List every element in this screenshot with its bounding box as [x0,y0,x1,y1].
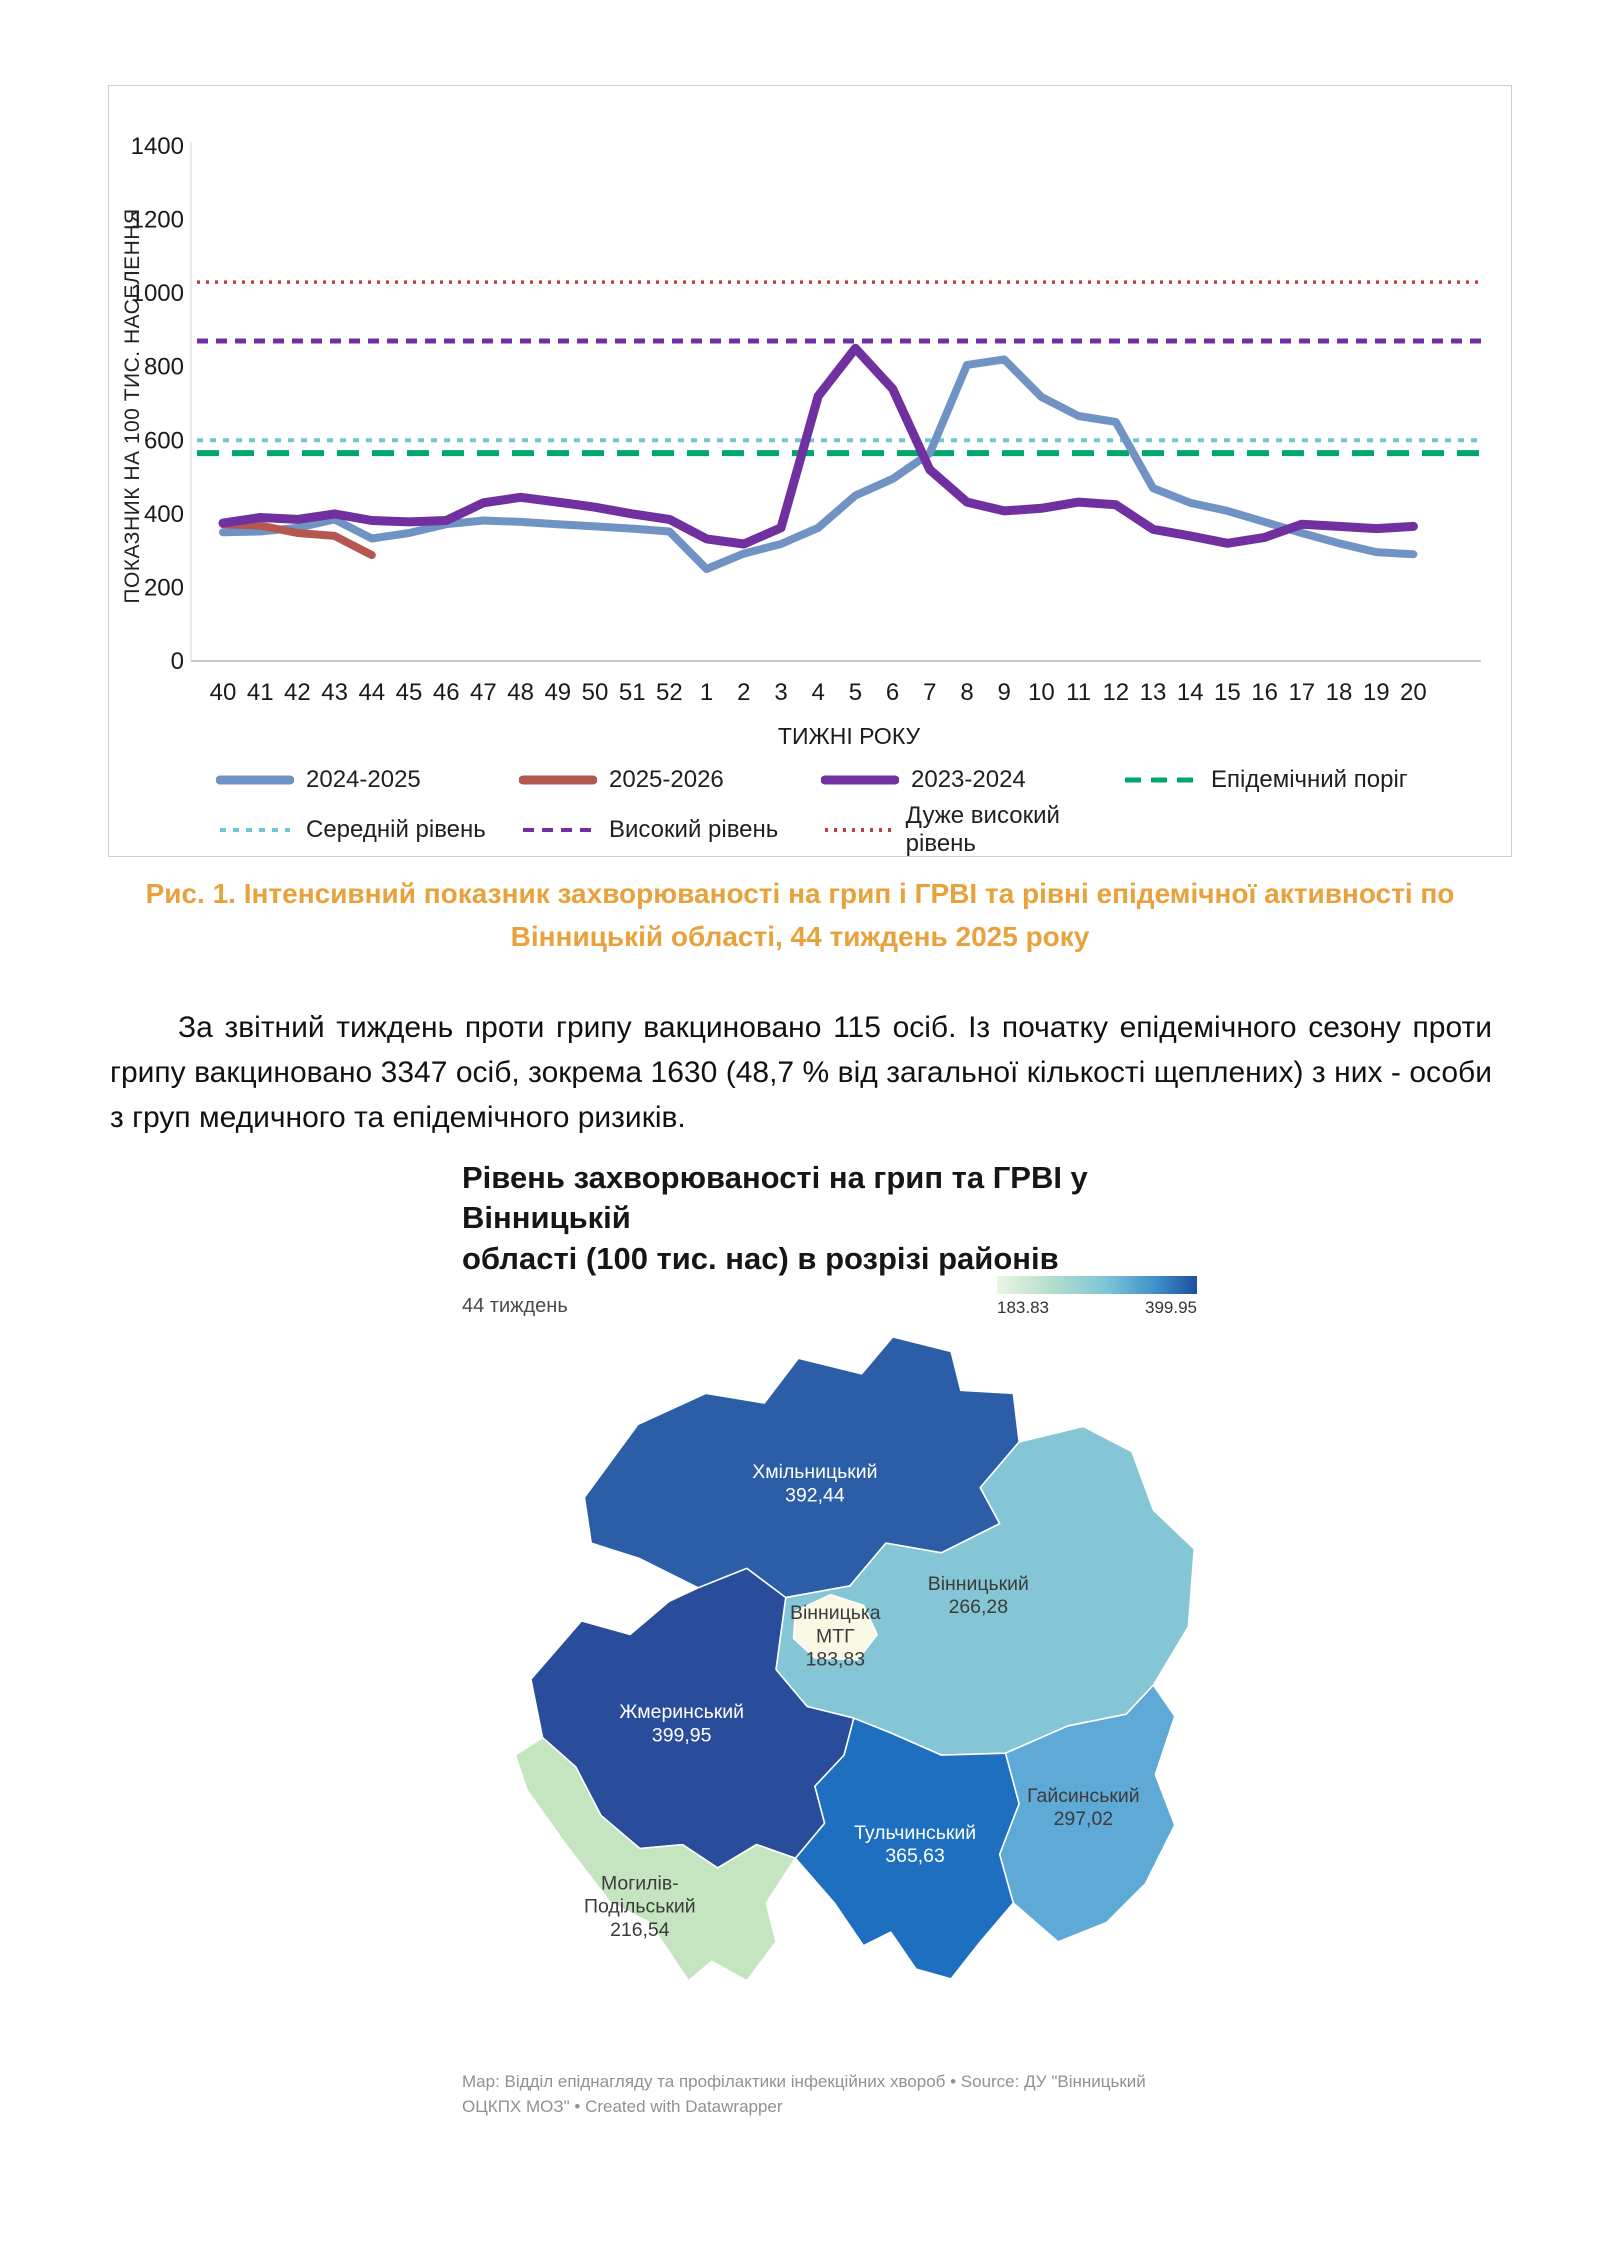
x-tick-label: 45 [395,679,423,706]
y-tick-label: 1400 [130,133,184,160]
flu-incidence-chart-panel [108,85,1512,857]
x-tick-label: 52 [656,679,683,706]
vaccination-paragraph: За звітний тиждень проти грипу вакциновано 115 осіб. Із початку епідемічного сезону проти грипу вакциновано 3347 осіб, зокрема 1630 (48,7 % від загальної кількості щеплених) з них - особи з груп медичного та епідемічного ризиків. [110,1011,1492,1134]
x-tick-label: 42 [284,679,311,706]
x-tick-label: 20 [1400,679,1427,706]
y-axis-title: ПОКАЗНИК НА 100 ТИС. НАСЕЛЕННЯ [121,208,144,604]
x-tick-label: 14 [1176,679,1204,706]
map-card [462,1158,1262,2118]
legend-row-2 [216,802,1511,857]
x-tick-label: 5 [848,679,863,706]
map-label-mohyliv: Подільський [584,1895,696,1918]
x-tick-label: 51 [618,679,646,706]
legend-label: 2025-2026 [609,766,724,793]
map-label-mohyliv: 216,54 [610,1919,670,1942]
x-tick-label: 48 [507,679,534,706]
x-tick-label: 18 [1325,679,1353,706]
legend-item-- [1121,766,1511,794]
legend-item-- [519,816,821,844]
map-footer: Map: Відділ епіднагляду та профілактики інфекційних хвороб • Source: ДУ "Вінницький ОЦКПХ МОЗ" • Created with Datawrapper [462,2072,1146,2116]
map-label-khmilnytskyi: Хмільницький [752,1460,878,1483]
x-tick-label: 50 [581,679,609,706]
x-tick-label: 9 [997,679,1011,706]
x-tick-label: 15 [1214,679,1241,706]
legend-swatch [821,773,899,787]
x-tick-label: 8 [960,679,974,706]
map-subtitle: 44 тиждень [462,1294,568,1317]
legend-label: 2024-2025 [306,766,421,793]
figure-caption-line2: Вінницькій області, 44 тиждень 2025 року [510,921,1090,953]
legend-swatch [519,773,597,787]
figure-caption [60,872,1540,959]
legend-swatch [1121,773,1199,787]
x-tick-label: 44 [358,679,386,706]
map-label-haisynskyi: 297,02 [1053,1808,1114,1831]
x-tick-label: 6 [885,679,900,706]
legend-label: 2023-2024 [911,766,1026,793]
map-label-vinnytska-mtg: МТГ [816,1625,855,1648]
y-tick-label: 200 [143,574,184,602]
legend-swatch [821,823,894,837]
legend-swatch [519,823,597,837]
map-label-zhmerynskyi: Жмеринський [619,1701,744,1724]
scale-min-label: 183.83 [997,1298,1049,1317]
x-tick-label: 19 [1362,679,1390,706]
map-title-line1: Рівень захворюваності на грип та ГРВІ у Вінницькій [462,1160,1088,1236]
legend-item-- [216,816,519,844]
y-tick-label: 400 [143,500,184,528]
map-label-tulchynskyi: Тульчинський [854,1821,977,1844]
x-tick-label: 2 [737,679,751,706]
legend-item-2024-2025 [216,766,519,794]
map-label-mohyliv: Могилів- [601,1872,679,1895]
x-tick-label: 16 [1251,679,1278,706]
color-gradient-bar [997,1276,1197,1294]
y-tick-label: 1000 [130,280,184,308]
legend-label: Середній рівень [306,816,486,843]
y-tick-label: 1200 [130,206,184,234]
map-label-vinnytska-mtg: 183,83 [805,1648,866,1671]
map-title [462,1158,1262,1279]
x-tick-label: 49 [544,679,572,706]
legend-label: Високий рівень [609,816,779,843]
map-label-vinnytskyi: 266,28 [948,1596,1009,1619]
figure-caption-line1: Рис. 1. Інтенсивний показник захворюваності на грип і ГРВІ та рівні епідемічної активності по [145,878,1455,909]
legend-item-- [821,802,1121,858]
x-tick-label: 4 [811,679,825,706]
map-label-haisynskyi: Гайсинський [1027,1784,1140,1807]
x-tick-label: 1 [699,679,714,706]
x-tick-label: 41 [246,679,274,706]
legend-item-2025-2026 [519,766,821,794]
legend-swatch [216,773,294,787]
legend-label: Епідемічний поріг [1211,766,1408,793]
legend-row-1 [216,758,1511,802]
map-label-vinnytskyi: Вінницький [927,1572,1029,1595]
scale-max-label: 399.95 [1145,1298,1197,1317]
x-tick-label: 17 [1288,679,1316,706]
map-label-tulchynskyi: 365,63 [885,1845,945,1868]
x-tick-label: 43 [321,679,348,706]
oblast-map [462,1298,1232,2008]
legend-swatch [216,823,294,837]
y-tick-label: 600 [143,427,184,455]
x-tick-label: 12 [1102,679,1130,706]
legend-item-2023-2024 [821,766,1121,794]
map-title-line2: області (100 тис. нас) в розрізі районів [462,1240,1059,1276]
map-label-zhmerynskyi: 399,95 [651,1724,712,1747]
legend-label: Дуже високий рівень [905,802,1060,857]
map-label-khmilnytskyi: 392,44 [785,1484,845,1507]
flu-incidence-chart [109,86,1511,758]
map-label-vinnytska-mtg: Вінницька [790,1601,881,1624]
x-tick-label: 46 [432,679,460,706]
x-tick-label: 13 [1139,679,1167,706]
y-tick-label: 800 [143,353,184,381]
x-tick-label: 3 [774,679,788,706]
x-tick-label: 7 [923,679,937,706]
x-axis-title: ТИЖНІ РОКУ [777,723,921,749]
x-tick-label: 10 [1028,679,1055,706]
x-tick-label: 40 [209,679,237,706]
x-tick-label: 11 [1066,679,1092,706]
x-tick-label: 47 [470,679,497,706]
chart-legend [109,758,1511,857]
y-tick-label: 0 [170,648,184,675]
